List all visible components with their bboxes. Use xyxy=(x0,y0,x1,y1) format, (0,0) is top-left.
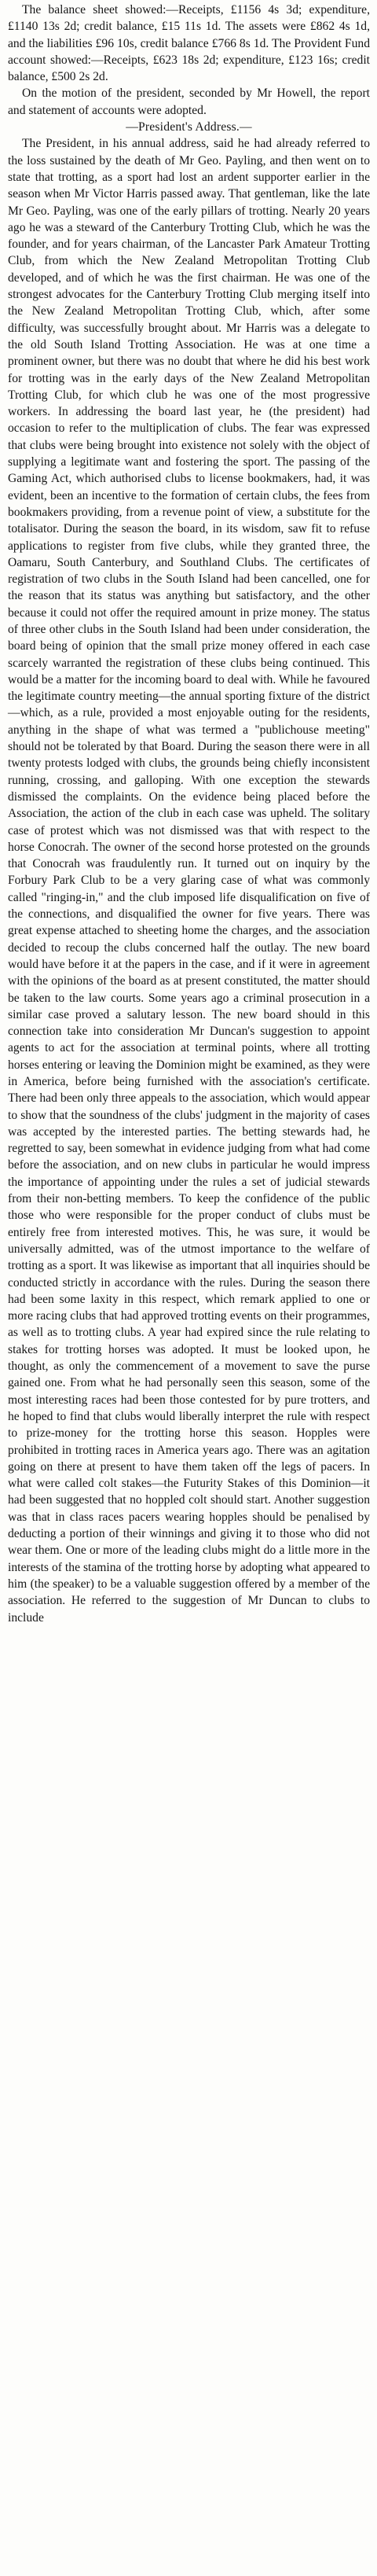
section-heading: —President's Address.— xyxy=(126,120,252,134)
president-address-paragraph: The President, in his annual address, said he had already referred to the loss sustained by the death of Mr Geo. Payling, and then went on to state that trotting, as a sport had lost an ardent supporter earlier in the season when Mr Victor Harris passed away. That gentleman, like the late Mr Geo. Payling, was one of the early pillars of trotting. Nearly 20 years ago he was a steward of the Canterbury Trotting Club, which he was the founder, and for years chairman, of the Lancaster Park Amateur Trotting Club, from which the New Zealand Metropolitan Trotting Club developed, and of which he was the first chairman. He was one of the strongest advocates for the Canterbury Trotting Club merging itself into the New Zealand Metropolitan Trotting Club, which, after some difficulty, was successfully brought about. Mr Harris was a delegate to the old South Island Trotting Association. He was at one time a prominent owner, but there was no doubt that where he did his best work for trotting was in the early days of the New Zealand Metropolitan Trotting Club, for which club he was one of the most progressive workers. In addressing the board last year, he (the president) had occasion to refer to the multiplication of clubs. The fear was expressed that clubs were being brought into existence not solely with the object of supplying a legitimate want and fostering the sport. The passing of the Gaming Act, which authorised clubs to license bookmakers, had, it was evident, been an incentive to the formation of certain clubs, the fees from bookmakers providing, from a revenue point of view, a substitute for the totalisator. During the season the board, in its wisdom, saw fit to refuse applications to register from five clubs, while they granted three, the Oamaru, South Canterbury, and Southland Clubs. The certificates of registration of two clubs in the South Island had been cancelled, one for the reason that its status was anything but satisfactory, and the other because it could not offer the required amount in prize money. The status of three other clubs in the South Island had been under consideration, the board being of opinion that the small prize money offered in each case scarcely warranted the registration of these clubs being continued. This would be a matter for the incoming board to deal with. While he favoured the legitimate country meeting—the annual sporting fixture of the district—which, as a rule, provided a most enjoyable outing for the residents, anything in the shape of what was termed a "publichouse meeting" should not be tolerated by that Board. During the season there were in all twenty protests lodged with clubs, the grounds being chiefly inconsistent running, crossing, and galloping. With one exception the stewards dismissed the complaints. On the evidence being placed before the Association, the action of the club in each case was upheld. The solitary case of protest which was not dismissed was that with respect to the horse Conocrah. The owner of the second horse protested on the grounds that Conocrah was fraudulently run. It turned out on inquiry by the Forbury Park Club to be a very glaring case of what was commonly called "ringing-in," and the club imposed life disqualification on five of the connections, and disqualified the owner for five years. There was great expense attached to sheeting home the charges, and the association decided to recoup the clubs concerned half the outlay. The new board would have before it at the papers in the case, and if it were in agreement with the opinions of the board as at present constituted, the matter should be taken to the law courts. Some years ago a criminal prosecution in a similar case proved a salutary lesson. The new board should in this connection take into consideration Mr Duncan's suggestion to appoint agents to act for the association at terminal points, where all trotting horses entering or leaving the Dominion might be examined, as they were in America, before being furnished with the association's certificate. There had been only three appeals to the association, which would appear to show that the soundness of the clubs' judgment in the majority of cases was accepted by the interested parties. The betting stewards had, he regretted to say, been somewhat in evidence judging from what had come before the association, and on new clubs in particular he would impress the importance of appointing under the rules a set of judicial stewards from their non-betting members. To keep the confidence of the public those who were responsible for the proper conduct of clubs must be entirely free from interested motives. This, he was sure, it would be universally admitted, was of the utmost importance to the welfare of trotting as a sport. It was likewise as important that all inquiries should be conducted strictly in accordance with the rules. During the season there had been some laxity in this respect, which remark applied to one or more racing clubs that had approved trotting events on their programmes, as well as to trotting clubs. A year had expired since the rule relating to stakes for trotting horses was adopted. It must be looked upon, he thought, as only the commencement of a movement to save the purse gained one. From what he had personally seen this season, some of the most interesting races had been those contested for by pure trotters, and he hoped to find that clubs would liberally interpret the rule with respect to prize-money for the trotting horse this season. Hopples were prohibited in trotting races in America years ago. There was an agitation going on there at present to have them taken off the legs of pacers. In what were called colt stakes—the Futurity Stakes of this Dominion—it had been suggested that no hoppled colt should start. Another suggestion was that in class races pacers wearing hopples should be penalised by deducting a portion of their winnings and giving it to those who did not wear them. One or more of the leading clubs might do a little more in the interests of the stamina of the trotting horse by adopting what appeared to him (the speaker) to be a valuable suggestion offered by a member of the association. He referred to the suggestion of Mr Duncan to clubs to include xyxy=(8,137,370,1625)
motion-paragraph: On the motion of the president, seconded by Mr Howell, the report and statement of accounts were adopted. xyxy=(8,86,370,117)
balance-sheet-paragraph: The balance sheet showed:—Receipts, £1156 4s 3d; expenditure, £1140 13s 2d; credit balance, £15 11s 1d. The assets were £862 4s 1d, and the liabilities £96 10s, credit balance £766 8s 1d. The Provident Fund account showed:—Receipts, £623 18s 2d; expenditure, £123 16s; credit balance, £500 2s 2d. xyxy=(8,3,370,84)
